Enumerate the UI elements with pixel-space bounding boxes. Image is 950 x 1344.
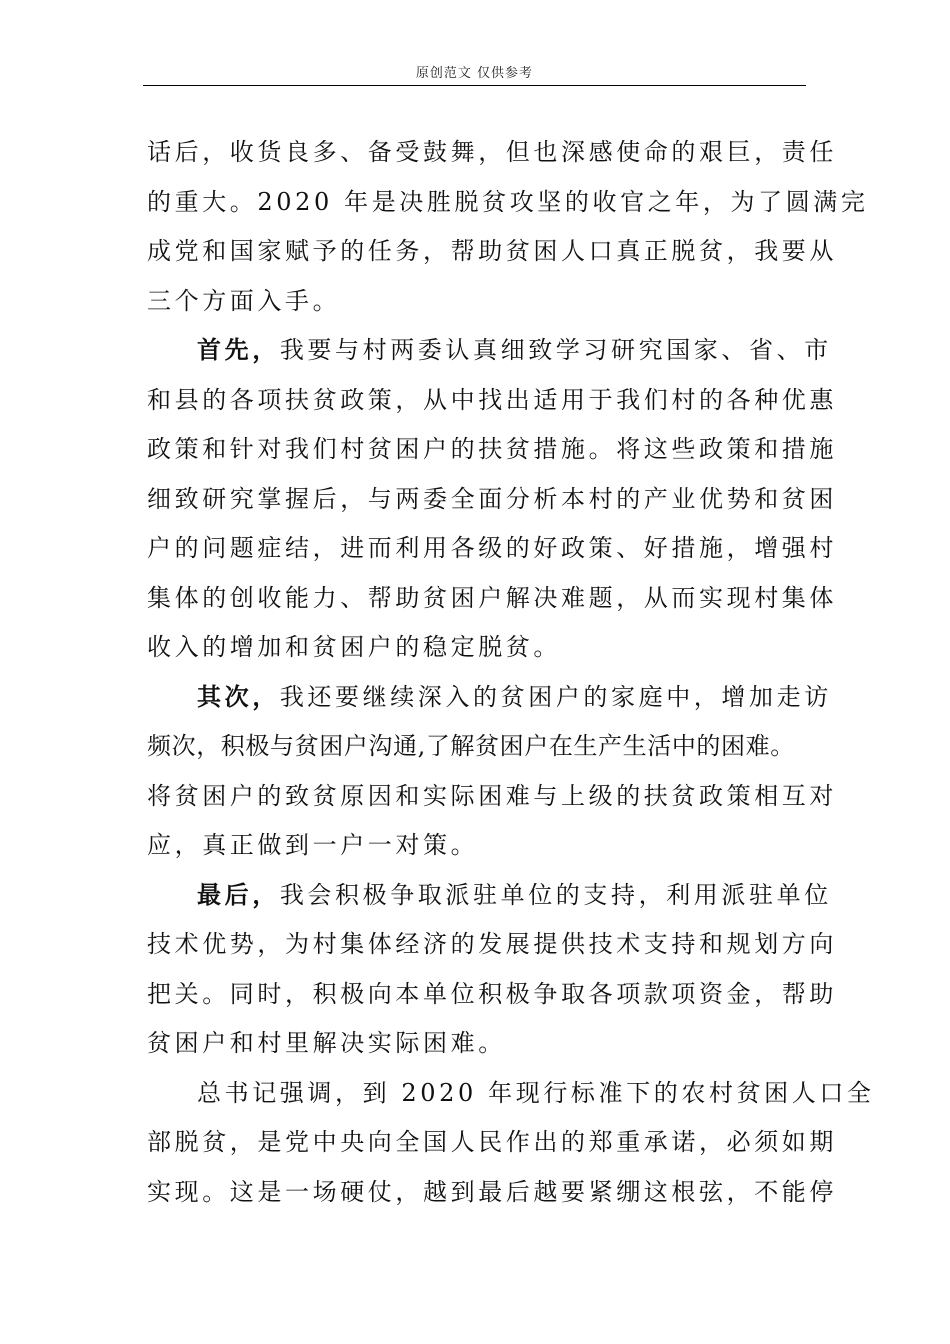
paragraph-4-lead: 最后， (197, 880, 280, 909)
paragraph-3-line-3: 将贫困户的致贫原因和实际困难与上级的扶贫政策相互对 (147, 781, 837, 810)
paragraph-4-line-4: 贫困户和村里解决实际困难。 (147, 1029, 506, 1057)
paragraph-1-line-1: 话后，收货良多、备受鼓舞，但也深感使命的艰巨，责任 (147, 138, 837, 166)
paragraph-2-line-4: 细致研究掌握后，与两委全面分析本村的产业优势和贫困 (147, 484, 837, 513)
header-divider (143, 85, 806, 86)
paragraph-4-line-3: 把关。同时，积极向本单位积极争取各项款项资金，帮助 (147, 979, 837, 1008)
paragraph-4-line-1-text: 我会积极争取派驻单位的支持，利用派驻单位 (279, 880, 832, 909)
paragraph-5-line-2: 部脱贫，是党中央向全国人民作出的郑重承诺，必须如期 (147, 1128, 837, 1156)
paragraph-2-line-6: 集体的创收能力、帮助贫困户解决难题，从而实现村集体 (147, 583, 837, 612)
paragraph-2-line-2: 和县的各项扶贫政策，从中找出适用于我们村的各种优惠 (147, 385, 837, 414)
paragraph-1-line-2: 的重大。2020 年是决胜脱贫攻坚的收官之年，为了圆满完 (147, 187, 869, 216)
paragraph-3-line-1-text: 我还要继续深入的贫困户的家庭中，增加走访 (279, 682, 832, 711)
paragraph-1-line-3: 成党和国家赋予的任务，帮助贫困人口真正脱贫，我要从 (147, 237, 837, 265)
paragraph-4-line-1 (147, 871, 832, 921)
paragraph-2-line-3: 政策和针对我们村贫困户的扶贫措施。将这些政策和措施 (147, 435, 837, 463)
paragraph-2-line-1-text: 我要与村两委认真细致学习研究国家、省、市 (279, 336, 832, 364)
paragraph-1-line-4: 三个方面入手。 (147, 286, 341, 315)
paragraph-2-line-1 (147, 326, 832, 376)
paragraph-3-lead: 其次， (197, 682, 280, 711)
paragraph-4-line-2: 技术优势，为村集体经济的发展提供技术支持和规划方向 (147, 930, 837, 958)
paragraph-5-line-1: 总书记强调，到 2020 年现行标准下的农村贫困人口全 (197, 1078, 875, 1107)
paragraph-3-line-4: 应，真正做到一户一对策。 (147, 831, 479, 859)
paragraph-2-line-5: 户的问题症结，进而利用各级的好政策、好措施，增强村 (147, 534, 837, 562)
document-body (147, 128, 875, 1217)
paragraph-3-line-1 (147, 673, 832, 723)
paragraph-5-line-3: 实现。这是一场硬仗，越到最后越要紧绷这根弦，不能停 (147, 1177, 837, 1206)
paragraph-3-line-2: 频次，积极与贫困户沟通,了解贫困户在生产生活中的困难。 (147, 732, 795, 760)
paragraph-2-line-7: 收入的增加和贫困户的稳定脱贫。 (147, 633, 561, 661)
paragraph-2-lead: 首先， (197, 336, 280, 364)
page-header: 原创范文 仅供参考 (415, 66, 534, 81)
